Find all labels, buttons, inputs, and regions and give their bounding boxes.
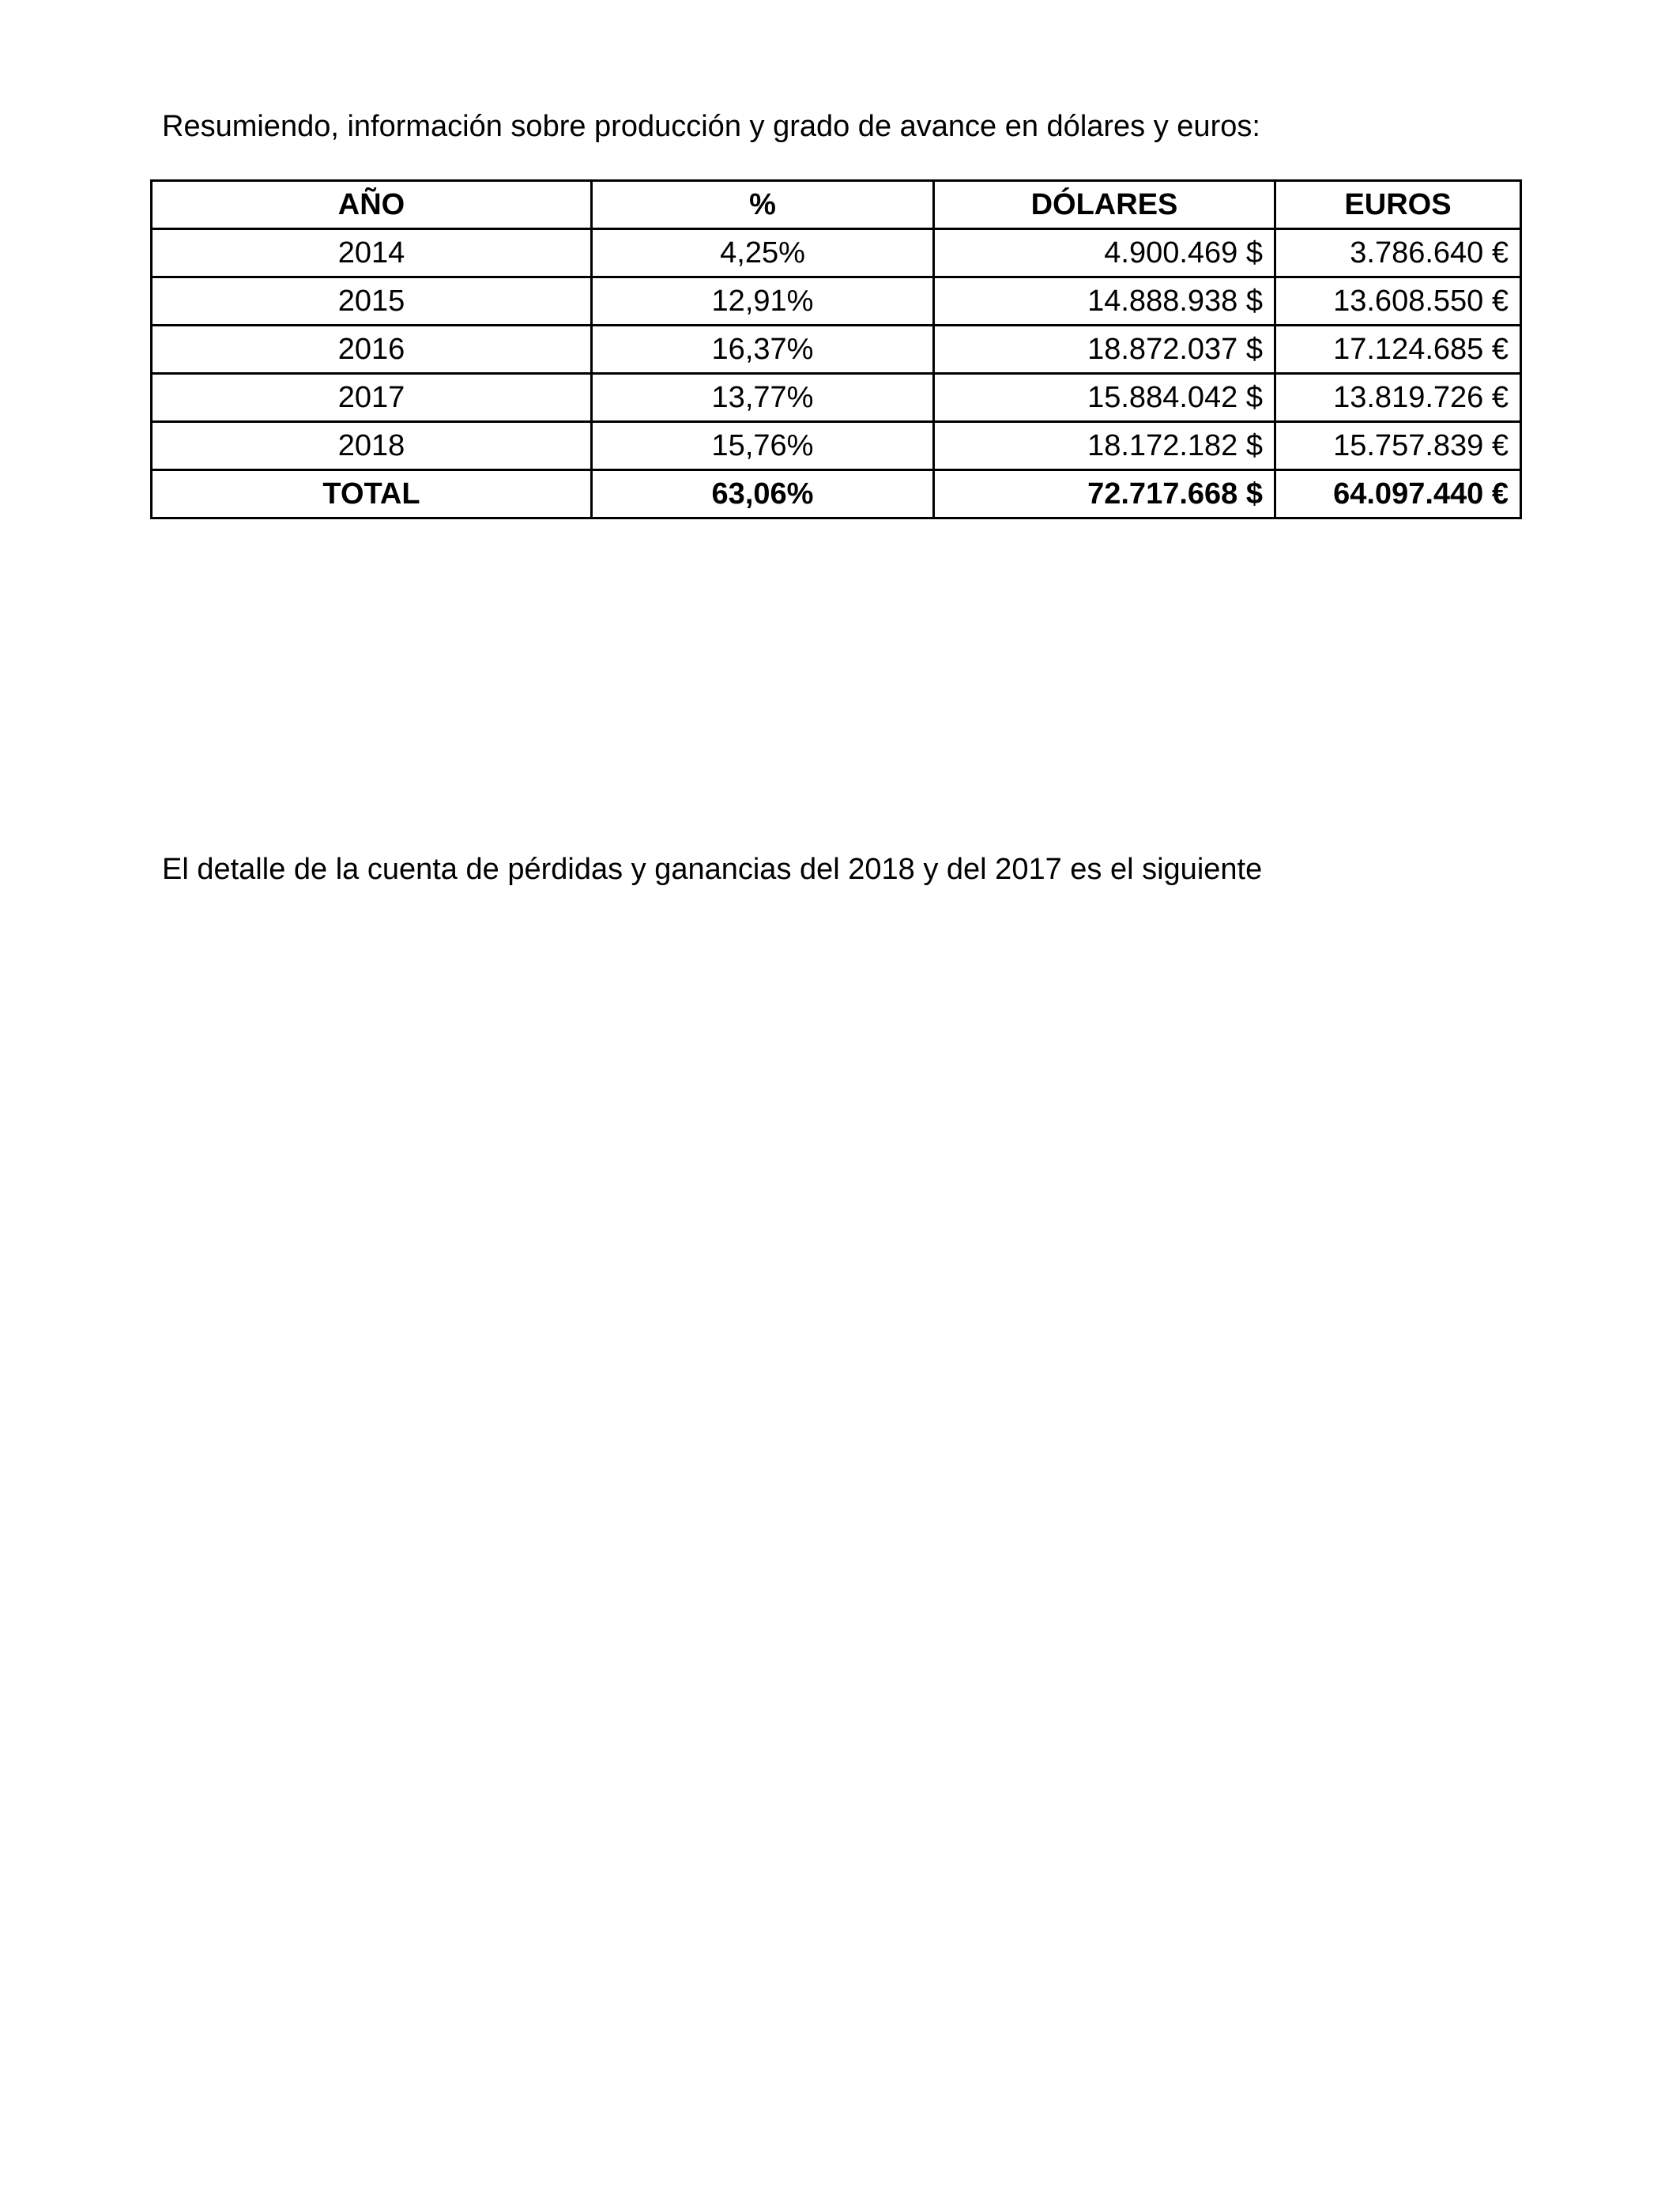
table-row: [152, 326, 1521, 374]
outro-paragraph: El detalle de la cuenta de pérdidas y ganancias del 2018 y del 2017 es el siguiente: [162, 853, 1263, 886]
header-dollars: DÓLARES: [934, 181, 1275, 229]
dollars-cell: 14.888.938 $: [934, 277, 1275, 326]
header-euros: EUROS: [1275, 181, 1521, 229]
year-cell: 2018: [152, 422, 592, 470]
dollars-cell: 15.884.042 $: [934, 374, 1275, 422]
dollars-cell: 4.900.469 $: [934, 229, 1275, 277]
euros-cell: 13.819.726 €: [1275, 374, 1521, 422]
total-percent-cell: 63,06%: [592, 470, 934, 518]
dollars-cell: 18.872.037 $: [934, 326, 1275, 374]
header-year: AÑO: [152, 181, 592, 229]
table-row: [152, 229, 1521, 277]
euros-cell: 13.608.550 €: [1275, 277, 1521, 326]
euros-cell: 3.786.640 €: [1275, 229, 1521, 277]
table-total-row: [152, 470, 1521, 518]
intro-paragraph: Resumiendo, información sobre producción y grado de avance en dólares y euros:: [162, 110, 1260, 143]
year-cell: 2014: [152, 229, 592, 277]
header-percent: %: [592, 181, 934, 229]
year-cell: 2016: [152, 326, 592, 374]
year-cell: 2017: [152, 374, 592, 422]
percent-cell: 16,37%: [592, 326, 934, 374]
total-label-cell: TOTAL: [152, 470, 592, 518]
table-row: [152, 277, 1521, 326]
total-euros-cell: 64.097.440 €: [1275, 470, 1521, 518]
production-summary-table: [150, 179, 1522, 519]
percent-cell: 4,25%: [592, 229, 934, 277]
dollars-cell: 18.172.182 $: [934, 422, 1275, 470]
percent-cell: 12,91%: [592, 277, 934, 326]
table-row: [152, 374, 1521, 422]
total-dollars-cell: 72.717.668 $: [934, 470, 1275, 518]
year-cell: 2015: [152, 277, 592, 326]
euros-cell: 17.124.685 €: [1275, 326, 1521, 374]
percent-cell: 13,77%: [592, 374, 934, 422]
table-header-row: [152, 181, 1521, 229]
table-row: [152, 422, 1521, 470]
euros-cell: 15.757.839 €: [1275, 422, 1521, 470]
percent-cell: 15,76%: [592, 422, 934, 470]
